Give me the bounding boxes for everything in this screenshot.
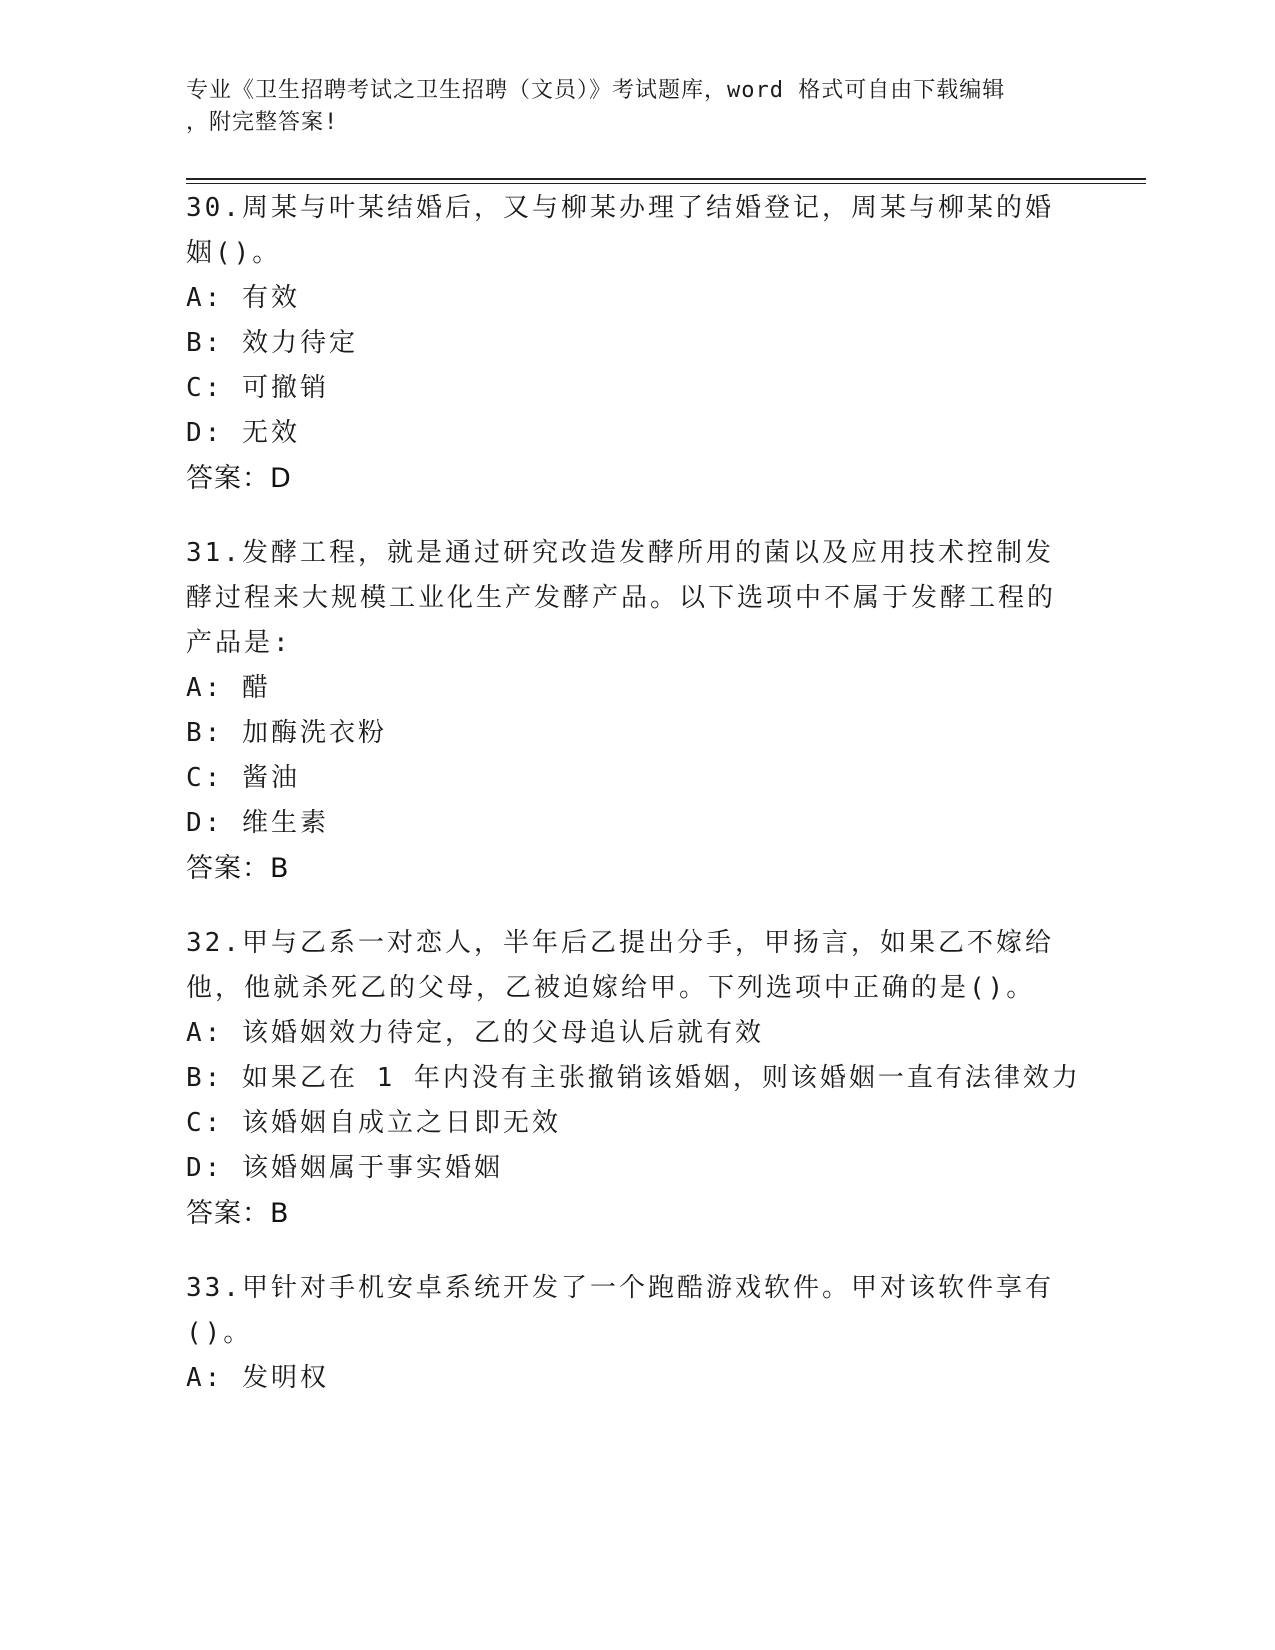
question-33 <box>186 1266 1146 1401</box>
option-d: D: 无效 <box>186 418 300 448</box>
option-d: D: 维生素 <box>186 808 329 838</box>
question-stem: 31.发酵工程，就是通过研究改造发酵所用的菌以及应用技术控制发酵过程来大规模工业化生产发酵产品。以下选项中不属于发酵工程的产品是: <box>186 538 1057 658</box>
document-header <box>186 75 1086 139</box>
option-c: C: 该婚姻自成立之日即无效 <box>186 1108 561 1138</box>
question-30 <box>186 186 1146 501</box>
question-answer: 答案：D <box>186 463 292 494</box>
question-stem: 30.周某与叶某结婚后，又与柳某办理了结婚登记，周某与柳某的婚姻()。 <box>186 193 1054 268</box>
question-answer: 答案：B <box>186 1198 290 1229</box>
option-c: C: 可撤销 <box>186 373 329 403</box>
question-list <box>186 186 1146 1431</box>
option-b: B: 加酶洗衣粉 <box>186 718 387 748</box>
option-b: B: 效力待定 <box>186 328 358 358</box>
question-32 <box>186 921 1146 1236</box>
option-c: C: 酱油 <box>186 763 300 793</box>
option-d: D: 该婚姻属于事实婚姻 <box>186 1153 503 1183</box>
header-line-1: 专业《卫生招聘考试之卫生招聘（文员）》考试题库，word 格式可自由下载编辑 <box>186 78 1006 103</box>
option-a: A: 发明权 <box>186 1363 329 1393</box>
question-stem: 32.甲与乙系一对恋人，半年后乙提出分手，甲扬言，如果乙不嫁给他，他就杀死乙的父母，乙被迫嫁给甲。下列选项中正确的是()。 <box>186 928 1054 1003</box>
header-line-2: ，附完整答案! <box>186 110 339 135</box>
option-a: A: 醋 <box>186 673 271 703</box>
question-stem: 33.甲针对手机安卓系统开发了一个跑酷游戏软件。甲对该软件享有()。 <box>186 1273 1054 1348</box>
question-answer: 答案：B <box>186 853 290 884</box>
question-31 <box>186 531 1146 891</box>
option-a: A: 有效 <box>186 283 300 313</box>
header-divider <box>186 178 1146 184</box>
option-a: A: 该婚姻效力待定，乙的父母追认后就有效 <box>186 1018 764 1048</box>
option-b: B: 如果乙在 1 年内没有主张撤销该婚姻，则该婚姻一直有法律效力 <box>186 1063 1081 1093</box>
